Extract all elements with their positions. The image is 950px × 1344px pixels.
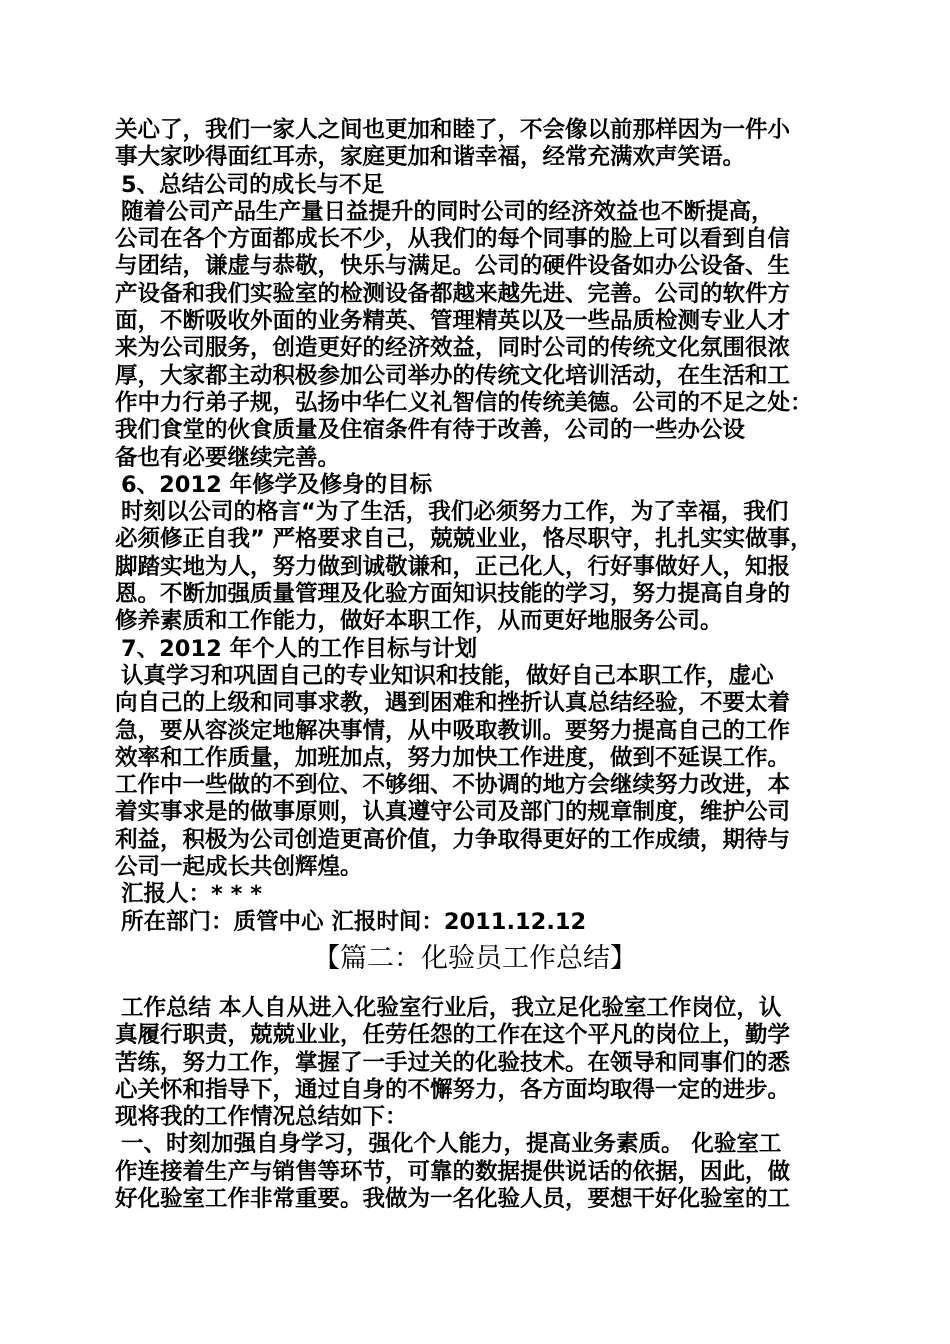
paragraph-line: 真履行职责，兢兢业业，任劳任怨的工作在这个平凡的岗位上，勤学 [115, 1022, 791, 1049]
text-block-part-two [115, 995, 845, 1213]
section-heading-5: 5、总结公司的成长与不足 [121, 171, 385, 198]
paragraph-line: 修养素质和工作能力，做好本职工作，从而更好地服务公司。 [115, 608, 723, 635]
paragraph-line: 事大家吵得面红耳赤，家庭更加和谐幸福，经常充满欢声笑语。 [115, 144, 746, 171]
paragraph-line: 工作总结 本人自从进入化验室行业后，我立足化验室工作岗位，认 [121, 995, 782, 1021]
text-block-continued [115, 117, 845, 936]
section-title: 【篇二：化验员工作总结】 [313, 943, 637, 974]
paragraph-line: 关心了，我们一家人之间也更加和睦了，不会像以前那样因为一件小 [115, 117, 791, 143]
paragraph-line: 作连接着生产与销售等环节，可靠的数据提供说话的依据，因此，做 [115, 1158, 791, 1185]
paragraph-line: 作中力行弟子规，弘扬中华仁义礼智信的传统美德。公司的不足之处： [115, 389, 813, 416]
paragraph-line: 来为公司服务，创造更好的经济效益，同时公司的传统文化氛围很浓 [115, 335, 791, 362]
paragraph-line: 随着公司产品生产量日益提升的同时公司的经济效益也不断提高， [121, 198, 774, 225]
reporter-line: 汇报人：* * * [121, 881, 262, 908]
paragraph-line: 现将我的工作情况总结如下： [115, 1104, 408, 1131]
paragraph-line: 脚踏实地为人，努力做到诚敬谦和，正己化人，行好事做好人，知报 [115, 553, 791, 580]
paragraph-line: 厚，大家都主动积极参加公司举办的传统文化培训活动，在生活和工 [115, 362, 791, 389]
paragraph-line: 急，要从容淡定地解决事情，从中吸取教训。要努力提高自己的工作 [115, 717, 791, 744]
paragraph-line: 公司一起成长共创辉煌。 [115, 854, 363, 881]
paragraph-line: 着实事求是的做事原则，认真遵守公司及部门的规章制度，维护公司 [115, 799, 791, 826]
paragraph-line: 工作中一些做的不到位、不够细、不协调的地方会继续努力改进，本 [115, 772, 791, 799]
section-heading-7: 7、2012 年个人的工作目标与计划 [121, 635, 478, 662]
paragraph-line: 好化验室工作非常重要。我做为一名化验人员，要想干好化验室的工 [115, 1186, 791, 1213]
paragraph-line: 与团结，谦虚与恭敬，快乐与满足。公司的硬件设备如办公设备、生 [115, 253, 791, 280]
paragraph-line: 备也有必要继续完善。 [115, 444, 341, 471]
paragraph-line: 面，不断吸收外面的业务精英、管理精英以及一些品质检测专业人才 [115, 308, 791, 335]
paragraph-line: 利益，积极为公司创造更高价值，力争取得更好的工作成绩，期待与 [115, 826, 791, 853]
paragraph-line: 公司在各个方面都成长不少，从我们的每个同事的脸上可以看到自信 [115, 226, 791, 253]
paragraph-line: 认真学习和巩固自己的专业知识和技能，做好自己本职工作，虚心 [121, 662, 774, 689]
paragraph-line: 效率和工作质量，加班加点，努力加快工作进度，做到不延误工作。 [115, 744, 791, 771]
paragraph-line: 我们食堂的伙食质量及住宿条件有待于改善，公司的一些办公设 [115, 417, 746, 444]
paragraph-line: 产设备和我们实验室的检测设备都越来越先进、完善。公司的软件方 [115, 280, 791, 307]
paragraph-line: 时刻以公司的格言“为了生活，我们必须努力工作，为了幸福，我们 [121, 499, 789, 526]
paragraph-line: 苦练，努力工作，掌握了一手过关的化验技术。在领导和同事们的悉 [115, 1049, 791, 1076]
paragraph-line: 心关怀和指导下，通过自身的不懈努力，各方面均取得一定的进步。 [115, 1076, 791, 1103]
paragraph-line: 向自己的上级和同事求教，遇到困难和挫折认真总结经验，不要太着 [115, 690, 791, 717]
section-heading-1: 一、时刻加强自身学习，强化个人能力，提高业务素质。 化验室工 [121, 1131, 782, 1158]
department-date-line: 所在部门：质管中心 汇报时间：2011.12.12 [121, 908, 587, 935]
section-heading-6: 6、2012 年修学及修身的目标 [121, 471, 433, 498]
paragraph-line: 必须修正自我” 严格要求自己，兢兢业业，恪尽职守，扎扎实实做事， [115, 526, 813, 553]
paragraph-line: 恩。不断加强质量管理及化验方面知识技能的学习，努力提高自身的 [115, 581, 791, 608]
